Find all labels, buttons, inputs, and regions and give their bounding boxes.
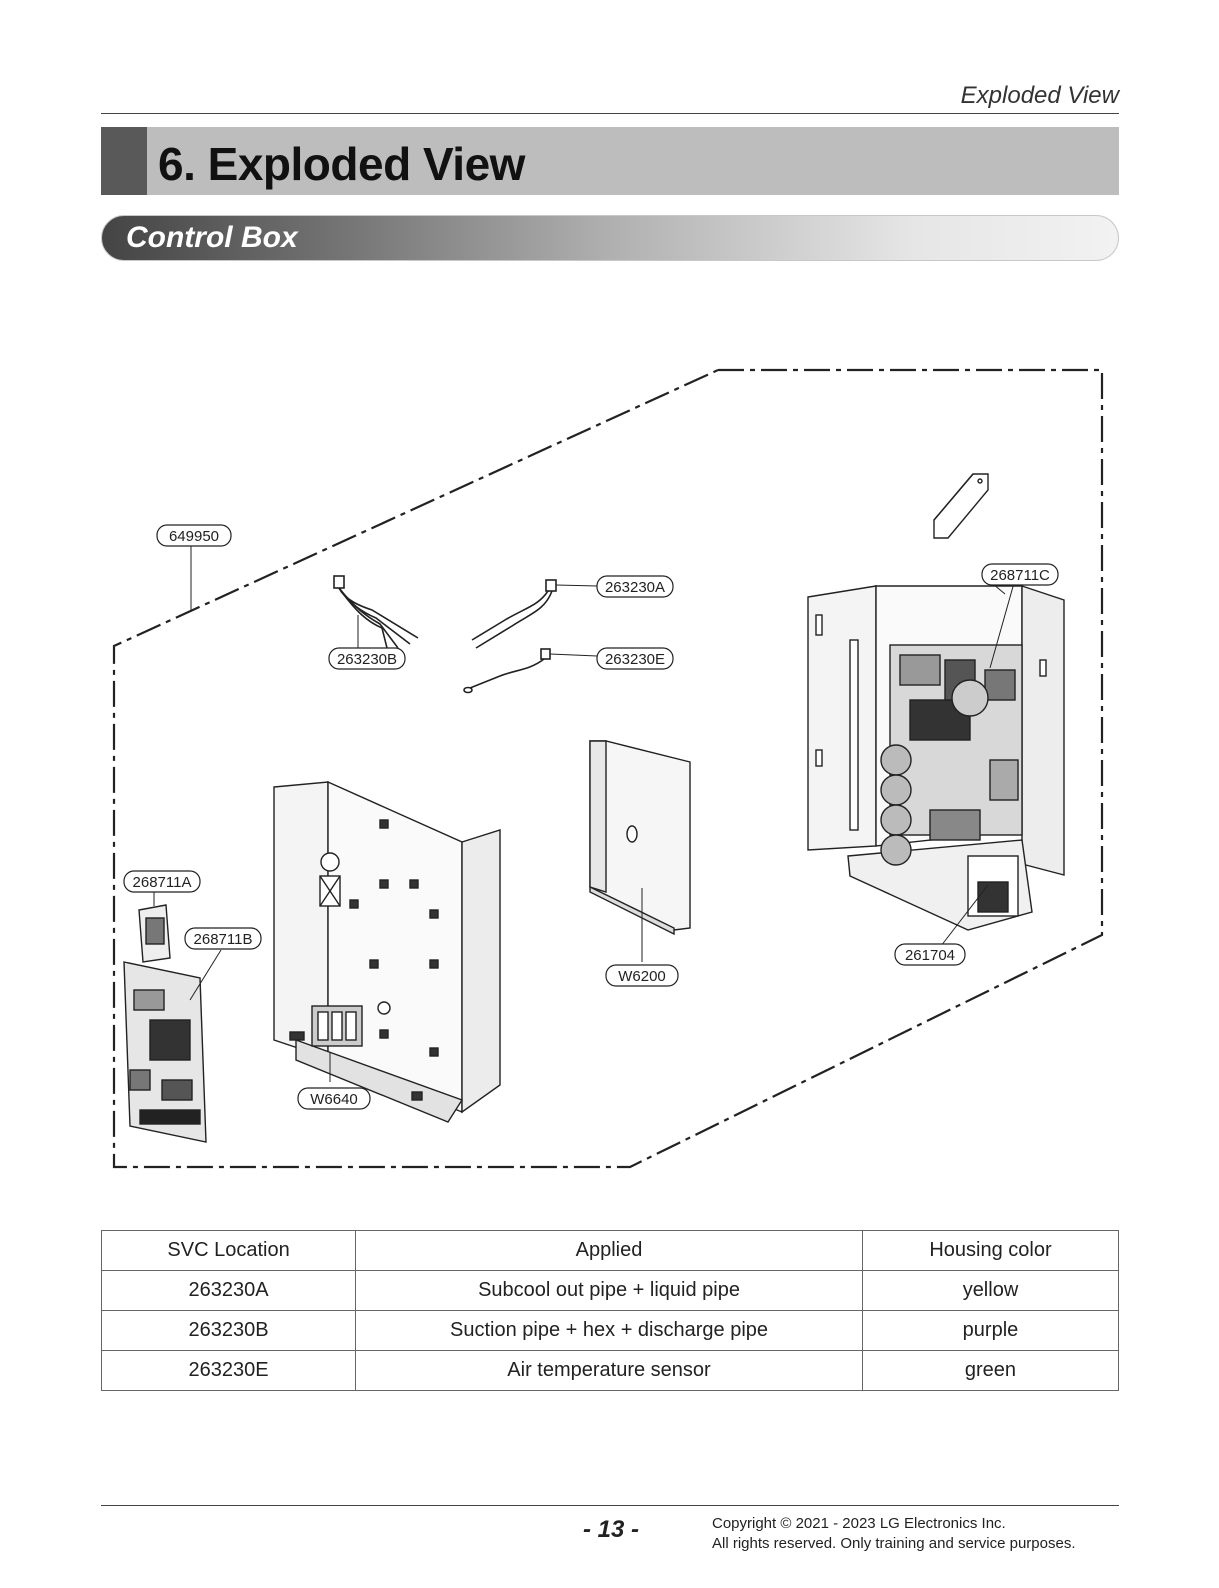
table-cell: purple: [862, 1311, 1118, 1351]
callout-W6640-text: W6640: [310, 1091, 358, 1108]
callout-268711C-text: 268711C: [990, 567, 1050, 584]
section-title: Control Box: [126, 221, 298, 254]
display-pcb: [139, 883, 170, 962]
callout-263230E: [597, 648, 673, 669]
copyright-line-2: All rights reserved. Only training and service purposes.: [712, 1535, 1076, 1552]
main-pcb: [124, 950, 221, 1142]
cover-plate: [590, 741, 690, 962]
copyright-line-1: Copyright © 2021 - 2023 LG Electronics Inc.: [712, 1515, 1006, 1532]
table-row: [102, 1351, 1119, 1391]
sensor-harness-a: [472, 580, 597, 648]
callout-W6200: [606, 965, 678, 986]
mounting-panel: [274, 782, 500, 1122]
callout-263230E-text: 263230E: [604, 651, 666, 668]
callout-263230B-text: 263230B: [336, 651, 398, 668]
sensor-harness-e: [464, 649, 597, 693]
table-row: [102, 1311, 1119, 1351]
table-cell: 263230A: [102, 1271, 356, 1311]
table-cell: Subcool out pipe + liquid pipe: [356, 1271, 863, 1311]
callout-268711B-text: 268711B: [193, 931, 253, 948]
table-cell: yellow: [862, 1271, 1118, 1311]
table-header-cell: Housing color: [862, 1231, 1118, 1271]
page-number: - 13 -: [583, 1516, 640, 1543]
callout-263230B: [329, 648, 405, 669]
table-cell: Suction pipe + hex + discharge pipe: [356, 1311, 863, 1351]
callout-268711A: [124, 871, 200, 892]
chapter-title: 6. Exploded View: [158, 138, 525, 190]
mounting-bracket: [934, 474, 988, 538]
callout-263230A: [597, 576, 673, 597]
callout-263230A-text: 263230A: [604, 579, 666, 596]
table-header-cell: Applied: [356, 1231, 863, 1271]
footer-rule: [101, 1505, 1119, 1506]
parts-table: [101, 1230, 1119, 1391]
table-cell: 263230E: [102, 1351, 356, 1391]
callout-W6200-text: W6200: [618, 968, 666, 985]
sensor-harness-b: [334, 576, 418, 652]
table-cell: 263230B: [102, 1311, 356, 1351]
callout-649950: [157, 525, 231, 546]
table-header-row: [102, 1231, 1119, 1271]
callout-268711B: [185, 928, 261, 949]
callout-649950-text: 649950: [168, 528, 220, 545]
callout-261704-text: 261704: [904, 947, 956, 964]
table-cell: Air temperature sensor: [356, 1351, 863, 1391]
running-header: Exploded View: [960, 82, 1119, 109]
callout-W6640: [298, 1088, 370, 1109]
table-row: [102, 1271, 1119, 1311]
control-box-assembly: [808, 583, 1064, 946]
table-header-cell: SVC Location: [102, 1231, 356, 1271]
callout-261704: [895, 944, 965, 965]
callout-268711A-text: 268711A: [132, 874, 192, 891]
table-cell: green: [862, 1351, 1118, 1391]
copyright-notice: [712, 1514, 1076, 1554]
callout-268711C: [982, 564, 1058, 585]
